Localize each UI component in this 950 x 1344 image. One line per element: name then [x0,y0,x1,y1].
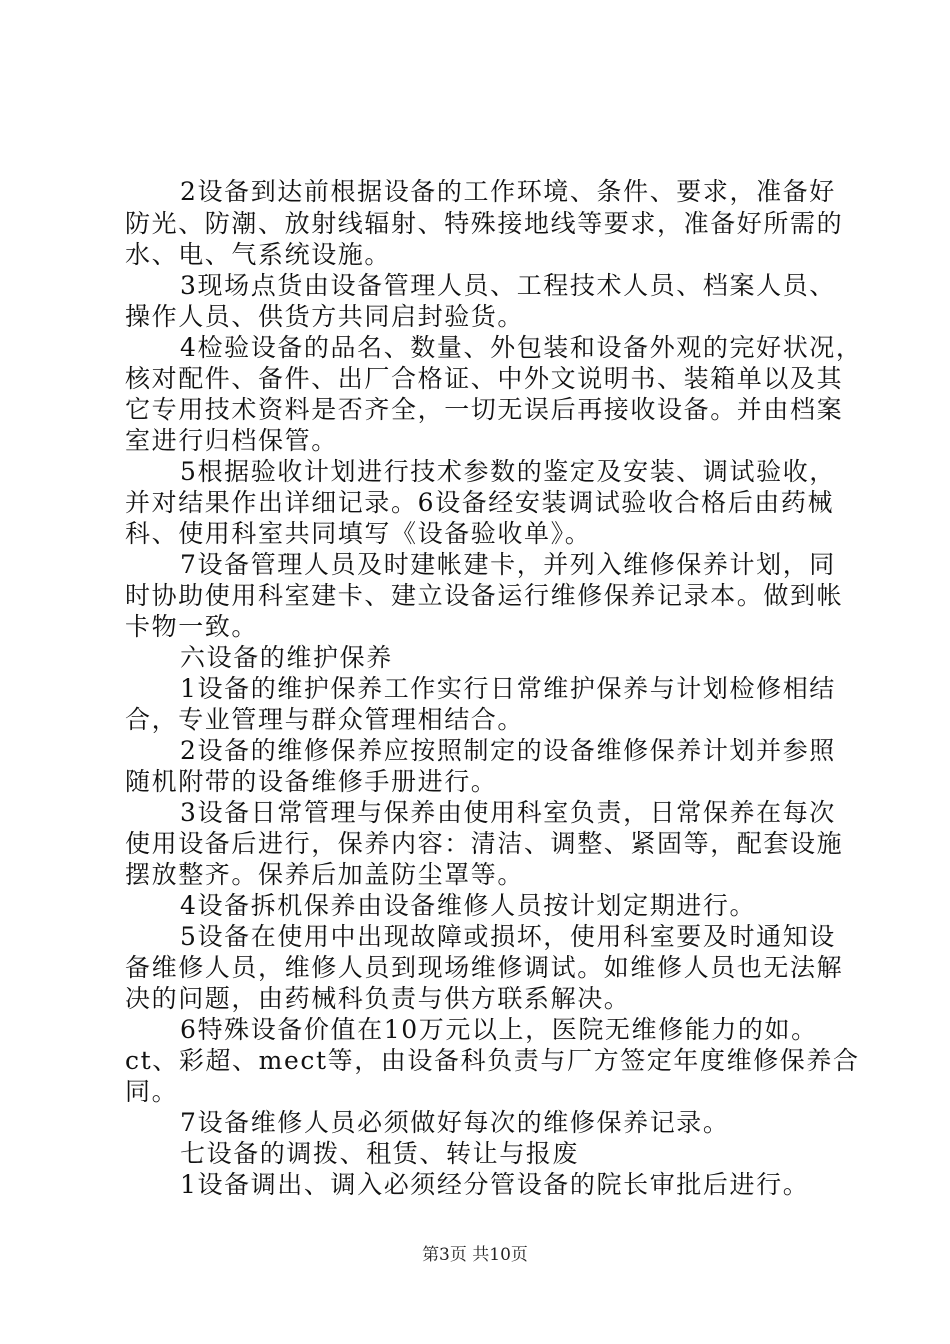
text-line: 4设备拆机保养由设备维修人员按计划定期进行。 [180,891,757,920]
text-line: 1设备调出、调入必须经分管设备的院长审批后进行。 [180,1170,810,1199]
text-line: 摆放整齐。保养后加盖防尘罩等。 [125,860,525,889]
text-line: 备维修人员，维修人员到现场维修调试。如维修人员也无法解 [125,953,844,982]
text-line: 它专用技术资料是否齐全，一切无误后再接收设备。并由档案 [125,395,844,424]
page-number-footer: 第3页 共10页 [422,1245,528,1265]
text-line: 5根据验收计划进行技术参数的鉴定及安装、调试验收， [180,457,836,486]
section-heading: 七设备的调拨、租赁、转让与报废 [180,1139,580,1168]
text-line: 室进行归档保管。 [125,426,338,455]
text-line: 2设备的维修保养应按照制定的设备维修保养计划并参照 [180,736,836,765]
text-line: 科、使用科室共同填写《设备验收单》。 [125,519,592,548]
text-line: 2设备到达前根据设备的工作环境、条件、要求，准备好 [180,177,836,206]
text-line: 使用设备后进行，保养内容：清洁、调整、紧固等，配套设施 [125,829,844,858]
text-line: 合，专业管理与群众管理相结合。 [125,705,525,734]
text-line: 防光、防潮、放射线辐射、特殊接地线等要求，准备好所需的 [125,209,844,238]
text-line: 6特殊设备价值在10万元以上，医院无维修能力的如。 [180,1015,818,1044]
text-line: 同。 [125,1077,179,1106]
text-line: 随机附带的设备维修手册进行。 [125,767,498,796]
text-line: 7设备维修人员必须做好每次的维修保养记录。 [180,1108,730,1137]
text-line: 5设备在使用中出现故障或损坏，使用科室要及时通知设 [180,922,836,951]
text-line: 卡物一致。 [125,612,259,641]
section-heading: 六设备的维护保养 [180,643,393,672]
text-line: 4检验设备的品名、数量、外包装和设备外观的完好状况， [180,333,863,362]
text-line: 决的问题，由药械科负责与供方联系解决。 [125,984,631,1013]
text-line: 时协助使用科室建卡、建立设备运行维修保养记录本。做到帐 [125,581,844,610]
text-line: 水、电、气系统设施。 [125,240,392,269]
text-line: 7设备管理人员及时建帐建卡，并列入维修保养计划，同 [180,550,836,579]
text-line: 3设备日常管理与保养由使用科室负责，日常保养在每次 [180,798,836,827]
text-line: 并对结果作出详细记录。6设备经安装调试验收合格后由药械 [125,488,835,517]
text-line: 3现场点货由设备管理人员、工程技术人员、档案人员、 [180,271,836,300]
text-line: 核对配件、备件、出厂合格证、中外文说明书、装箱单以及其 [125,364,844,393]
text-line: 1设备的维护保养工作实行日常维护保养与计划检修相结 [180,674,836,703]
text-line: 操作人员、供货方共同启封验货。 [125,302,525,331]
text-line: ct、彩超、mect等，由设备科负责与厂方签定年度维修保养合 [125,1046,860,1075]
